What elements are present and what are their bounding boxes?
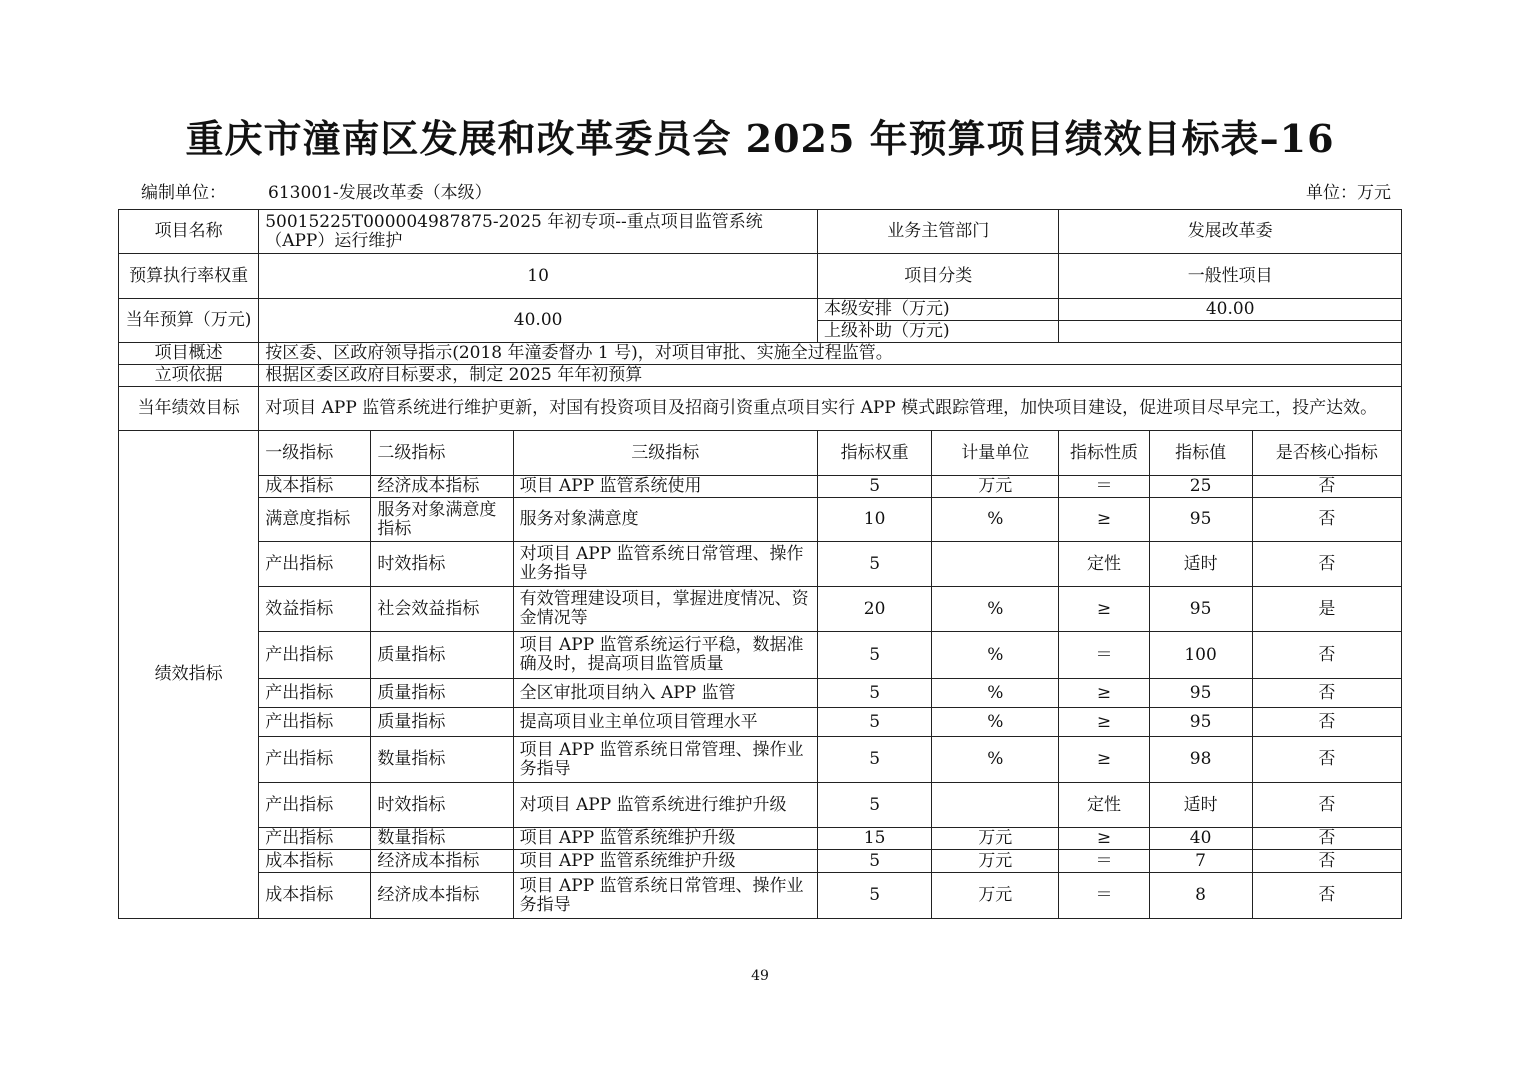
indicator-weight: 5 bbox=[818, 476, 932, 498]
indicator-level3: 项目 APP 监管系统维护升级 bbox=[513, 828, 817, 850]
indicator-level3: 项目 APP 监管系统使用 bbox=[513, 476, 817, 498]
indicator-nature: ＝ bbox=[1059, 873, 1149, 919]
header-level1: 一级指标 bbox=[259, 431, 371, 476]
indicator-unit: 万元 bbox=[932, 850, 1059, 873]
project-name-label: 项目名称 bbox=[119, 210, 259, 254]
indicator-core: 否 bbox=[1252, 708, 1401, 737]
indicator-row bbox=[119, 632, 1402, 679]
indicator-unit: % bbox=[932, 679, 1059, 708]
header-unit: 计量单位 bbox=[932, 431, 1059, 476]
header-value: 指标值 bbox=[1149, 431, 1252, 476]
indicator-level3: 项目 APP 监管系统日常管理、操作业务指导 bbox=[513, 873, 817, 919]
indicator-value: 适时 bbox=[1149, 783, 1252, 828]
indicator-row bbox=[119, 708, 1402, 737]
indicator-value: 适时 bbox=[1149, 542, 1252, 587]
indicator-core: 否 bbox=[1252, 498, 1401, 542]
indicator-value: 95 bbox=[1149, 679, 1252, 708]
budget-value: 40.00 bbox=[259, 299, 818, 343]
indicator-row bbox=[119, 737, 1402, 783]
indicator-level2: 时效指标 bbox=[371, 542, 513, 587]
indicator-nature: ＝ bbox=[1059, 850, 1149, 873]
indicator-level3: 项目 APP 监管系统日常管理、操作业务指导 bbox=[513, 737, 817, 783]
indicator-level2: 经济成本指标 bbox=[371, 850, 513, 873]
indicator-nature: ≥ bbox=[1059, 587, 1149, 632]
indicator-nature: ＝ bbox=[1059, 632, 1149, 679]
indicator-weight: 10 bbox=[818, 498, 932, 542]
overview-value: 按区委、区政府领导指示(2018 年潼委督办 1 号)，对项目审批、实施全过程监管。 bbox=[259, 343, 1402, 365]
indicator-value: 95 bbox=[1149, 587, 1252, 632]
indicator-level1: 产出指标 bbox=[259, 737, 371, 783]
upper-subsidy-value bbox=[1059, 321, 1402, 343]
indicator-core: 否 bbox=[1252, 679, 1401, 708]
performance-table bbox=[118, 209, 1402, 919]
indicator-unit: % bbox=[932, 708, 1059, 737]
indicator-unit: 万元 bbox=[932, 873, 1059, 919]
indicator-level3: 有效管理建设项目，掌握进度情况、资金情况等 bbox=[513, 587, 817, 632]
indicator-level3: 服务对象满意度 bbox=[513, 498, 817, 542]
indicator-core: 否 bbox=[1252, 476, 1401, 498]
indicator-level1: 产出指标 bbox=[259, 632, 371, 679]
indicators-section-label: 绩效指标 bbox=[119, 431, 259, 919]
indicator-weight: 5 bbox=[818, 873, 932, 919]
indicator-weight: 5 bbox=[818, 708, 932, 737]
indicator-nature: ≥ bbox=[1059, 737, 1149, 783]
indicator-level1: 产出指标 bbox=[259, 708, 371, 737]
indicator-unit: % bbox=[932, 498, 1059, 542]
indicator-value: 95 bbox=[1149, 708, 1252, 737]
indicator-level2: 服务对象满意度指标 bbox=[371, 498, 513, 542]
indicator-row bbox=[119, 476, 1402, 498]
indicator-core: 否 bbox=[1252, 850, 1401, 873]
indicator-unit bbox=[932, 542, 1059, 587]
indicator-nature: 定性 bbox=[1059, 783, 1149, 828]
indicator-level3: 项目 APP 监管系统运行平稳，数据准确及时，提高项目监管质量 bbox=[513, 632, 817, 679]
indicator-level1: 成本指标 bbox=[259, 476, 371, 498]
indicator-nature: ≥ bbox=[1059, 708, 1149, 737]
header-weight: 指标权重 bbox=[818, 431, 932, 476]
indicator-row bbox=[119, 498, 1402, 542]
indicator-unit: % bbox=[932, 587, 1059, 632]
header-core: 是否核心指标 bbox=[1252, 431, 1401, 476]
indicator-level1: 产出指标 bbox=[259, 828, 371, 850]
local-budget-label: 本级安排（万元) bbox=[818, 299, 1059, 321]
indicator-level1: 产出指标 bbox=[259, 783, 371, 828]
goal-value: 对项目 APP 监管系统进行维护更新，对国有投资项目及招商引资重点项目实行 APP 模式跟踪管理，加快项目建设，促进项目尽早完工，投产达效。 bbox=[259, 387, 1402, 431]
indicator-level3: 提高项目业主单位项目管理水平 bbox=[513, 708, 817, 737]
header-nature: 指标性质 bbox=[1059, 431, 1149, 476]
dept-value: 发展改革委 bbox=[1059, 210, 1402, 254]
weight-value: 10 bbox=[259, 254, 818, 299]
indicator-unit: 万元 bbox=[932, 476, 1059, 498]
indicator-level2: 数量指标 bbox=[371, 737, 513, 783]
indicator-core: 否 bbox=[1252, 632, 1401, 679]
page-number: 49 bbox=[751, 968, 769, 984]
upper-subsidy-label: 上级补助（万元) bbox=[818, 321, 1059, 343]
indicator-value: 100 bbox=[1149, 632, 1252, 679]
overview-label: 项目概述 bbox=[119, 343, 259, 365]
indicator-level2: 质量指标 bbox=[371, 708, 513, 737]
indicator-level1: 满意度指标 bbox=[259, 498, 371, 542]
indicator-level2: 质量指标 bbox=[371, 679, 513, 708]
indicator-nature: ＝ bbox=[1059, 476, 1149, 498]
project-name: 50015225T000004987875-2025 年初专项--重点项目监管系统（APP）运行维护 bbox=[259, 210, 818, 254]
budget-label: 当年预算（万元) bbox=[119, 299, 259, 343]
page-title: 重庆市潼南区发展和改革委员会 2025 年预算项目绩效目标表–16 bbox=[185, 116, 1335, 161]
goal-label: 当年绩效目标 bbox=[119, 387, 259, 431]
indicator-weight: 5 bbox=[818, 632, 932, 679]
indicator-weight: 20 bbox=[818, 587, 932, 632]
indicator-unit bbox=[932, 783, 1059, 828]
indicator-core: 否 bbox=[1252, 873, 1401, 919]
indicator-level3: 全区审批项目纳入 APP 监管 bbox=[513, 679, 817, 708]
indicator-level1: 产出指标 bbox=[259, 679, 371, 708]
indicator-weight: 5 bbox=[818, 542, 932, 587]
local-budget-value: 40.00 bbox=[1059, 299, 1402, 321]
indicator-row bbox=[119, 542, 1402, 587]
indicator-level3: 项目 APP 监管系统维护升级 bbox=[513, 850, 817, 873]
indicator-nature: ≥ bbox=[1059, 828, 1149, 850]
indicator-weight: 5 bbox=[818, 737, 932, 783]
indicator-weight: 15 bbox=[818, 828, 932, 850]
indicator-value: 98 bbox=[1149, 737, 1252, 783]
indicator-unit: % bbox=[932, 737, 1059, 783]
indicator-core: 否 bbox=[1252, 737, 1401, 783]
indicator-value: 40 bbox=[1149, 828, 1252, 850]
indicator-level2: 质量指标 bbox=[371, 632, 513, 679]
unit-value: 613001-发展改革委（本级） bbox=[268, 183, 492, 203]
indicator-weight: 5 bbox=[818, 679, 932, 708]
indicator-weight: 5 bbox=[818, 783, 932, 828]
indicator-level1: 成本指标 bbox=[259, 850, 371, 873]
indicator-row bbox=[119, 587, 1402, 632]
indicator-level2: 数量指标 bbox=[371, 828, 513, 850]
indicator-row bbox=[119, 873, 1402, 919]
indicator-value: 8 bbox=[1149, 873, 1252, 919]
indicator-row bbox=[119, 850, 1402, 873]
indicator-level3: 对项目 APP 监管系统日常管理、操作业务指导 bbox=[513, 542, 817, 587]
indicator-core: 否 bbox=[1252, 542, 1401, 587]
indicator-level2: 经济成本指标 bbox=[371, 873, 513, 919]
category-label: 项目分类 bbox=[818, 254, 1059, 299]
currency-unit: 单位：万元 bbox=[1306, 183, 1391, 203]
header-level3: 三级指标 bbox=[513, 431, 817, 476]
indicator-level1: 产出指标 bbox=[259, 542, 371, 587]
indicator-level2: 时效指标 bbox=[371, 783, 513, 828]
indicator-nature: ≥ bbox=[1059, 679, 1149, 708]
unit-label: 编制单位： bbox=[141, 183, 226, 203]
indicator-value: 25 bbox=[1149, 476, 1252, 498]
indicator-row bbox=[119, 783, 1402, 828]
indicator-level1: 成本指标 bbox=[259, 873, 371, 919]
indicator-unit: % bbox=[932, 632, 1059, 679]
indicator-level2: 经济成本指标 bbox=[371, 476, 513, 498]
indicator-core: 是 bbox=[1252, 587, 1401, 632]
indicator-value: 7 bbox=[1149, 850, 1252, 873]
indicator-unit: 万元 bbox=[932, 828, 1059, 850]
indicator-level2: 社会效益指标 bbox=[371, 587, 513, 632]
indicator-nature: 定性 bbox=[1059, 542, 1149, 587]
indicator-row bbox=[119, 679, 1402, 708]
indicator-nature: ≥ bbox=[1059, 498, 1149, 542]
basis-label: 立项依据 bbox=[119, 365, 259, 387]
indicator-value: 95 bbox=[1149, 498, 1252, 542]
indicator-core: 否 bbox=[1252, 828, 1401, 850]
category-value: 一般性项目 bbox=[1059, 254, 1402, 299]
indicator-level1: 效益指标 bbox=[259, 587, 371, 632]
weight-label: 预算执行率权重 bbox=[119, 254, 259, 299]
indicator-row bbox=[119, 828, 1402, 850]
indicator-level3: 对项目 APP 监管系统进行维护升级 bbox=[513, 783, 817, 828]
header-level2: 二级指标 bbox=[371, 431, 513, 476]
indicator-weight: 5 bbox=[818, 850, 932, 873]
indicator-core: 否 bbox=[1252, 783, 1401, 828]
dept-label: 业务主管部门 bbox=[818, 210, 1059, 254]
basis-value: 根据区委区政府目标要求，制定 2025 年年初预算 bbox=[259, 365, 1402, 387]
